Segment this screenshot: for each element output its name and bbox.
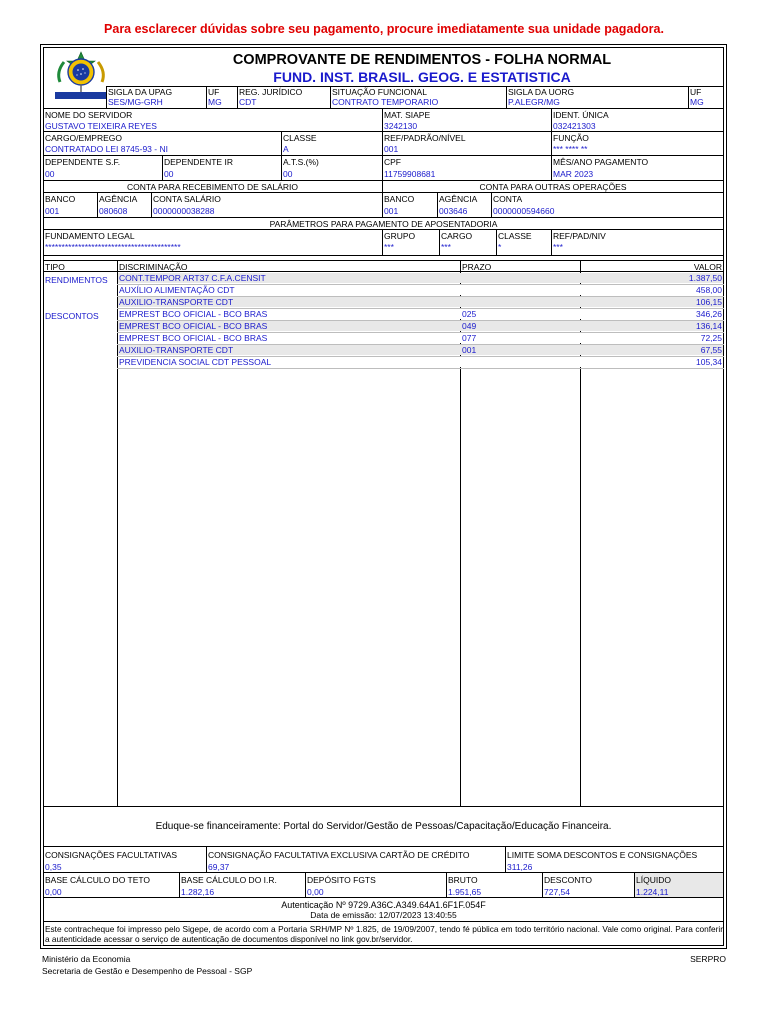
row-prazo: 077 xyxy=(462,333,477,343)
organization-name: FUND. INST. BRASIL. GEOG. E ESTATISTICA xyxy=(273,69,571,85)
reg-juridico-value: CDT xyxy=(239,97,257,107)
row-valor: 67,55 xyxy=(700,345,722,355)
row-prazo: 025 xyxy=(462,309,477,319)
payment-notice: Para esclarecer dúvidas sobre seu pagamento, procure imediatamente sua unidade pagadora. xyxy=(104,22,664,36)
banco2-value: 001 xyxy=(384,206,399,216)
liquido-label: LÍQUIDO xyxy=(636,875,671,885)
apos-cargo-label: CARGO xyxy=(441,231,473,241)
row-valor: 458,00 xyxy=(696,285,722,295)
ref-value: 001 xyxy=(384,144,399,154)
mes-label: MÊS/ANO PAGAMENTO xyxy=(553,157,649,167)
cargo-label: CARGO/EMPREGO xyxy=(45,133,122,143)
col-prazo-header: PRAZO xyxy=(462,262,492,272)
uf2-value: MG xyxy=(690,97,704,107)
base-ir-label: BASE CÁLCULO DO I.R. xyxy=(181,875,277,885)
row-valor: 1.387,50 xyxy=(688,273,722,283)
conta2-value: 0000000594660 xyxy=(493,206,555,216)
consig-cartao-value: 69,37 xyxy=(208,862,230,872)
banco1-value: 001 xyxy=(45,206,60,216)
ident-value: 032421303 xyxy=(553,121,596,131)
base-teto-value: 0,00 xyxy=(45,887,62,897)
conta-salario-label: CONTA SALÁRIO xyxy=(153,194,221,204)
row-discriminacao: EMPREST BCO OFICIAL - BCO BRAS xyxy=(119,309,268,319)
autenticacao: Autenticação Nº 9729.A36C.A349.64A1.6F1F.054F xyxy=(281,900,486,910)
apos-classe-label: CLASSE xyxy=(498,231,532,241)
agencia2-label: AGÊNCIA xyxy=(439,194,478,204)
desconto-label: DESCONTO xyxy=(544,875,593,885)
bruto-label: BRUTO xyxy=(448,875,478,885)
nome-value: GUSTAVO TEIXEIRA REYES xyxy=(45,121,157,131)
classe-value: A xyxy=(283,144,289,154)
col-discriminacao-header: DISCRIMINAÇÃO xyxy=(119,262,188,272)
apos-classe-value: * xyxy=(498,242,502,252)
sigla-upag-value: SES/MG-GRH xyxy=(108,97,163,107)
row-valor: 346,26 xyxy=(696,309,722,319)
tipo-descontos: DESCONTOS xyxy=(45,311,99,321)
limite-value: 311,26 xyxy=(507,862,533,872)
serpro-text: SERPRO xyxy=(690,954,726,964)
dep-ir-value: 00 xyxy=(164,169,174,179)
data-emissao: Data de emissão: 12/07/2023 13:40:55 xyxy=(310,910,457,920)
uf-value: MG xyxy=(208,97,222,107)
col-valor-header: VALOR xyxy=(693,262,722,272)
mat-siape-label: MAT. SIAPE xyxy=(384,110,431,120)
funcao-label: FUNÇÃO xyxy=(553,133,589,143)
col-tipo-header: TIPO xyxy=(45,262,65,272)
conta2-label: CONTA xyxy=(493,194,523,204)
validade-nota: Este contracheque foi impresso pelo Sigepe, de acordo com a Portaria SRH/MP Nº 1.825, de 19/09/2007, tendo fé pública em todo território nacional. Vale como original. Para conferir a autenticidade acessar o serviço de autenticação de documentos disponível no link gov.br/servidor. xyxy=(45,924,723,944)
row-discriminacao: AUXÍLIO ALIMENTAÇÃO CDT xyxy=(119,285,235,295)
agencia1-label: AGÊNCIA xyxy=(99,194,138,204)
base-teto-label: BASE CÁLCULO DO TETO xyxy=(45,875,151,885)
ministerio-text: Ministério da Economia xyxy=(42,954,131,964)
situacao-value: CONTRATO TEMPORARIO xyxy=(332,97,439,107)
apos-cargo-value: *** xyxy=(441,242,451,252)
dep-sf-value: 00 xyxy=(45,169,55,179)
row-valor: 106,15 xyxy=(696,297,722,307)
sigla-uorg-label: SIGLA DA UORG xyxy=(508,87,575,97)
reg-juridico-label: REG. JURÍDICO xyxy=(239,87,303,97)
fundamento-label: FUNDAMENTO LEGAL xyxy=(45,231,135,241)
uf-label: UF xyxy=(208,87,220,97)
consig-cartao-label: CONSIGNAÇÃO FACULTATIVA EXCLUSIVA CARTÃO DE CRÉDITO xyxy=(208,850,470,860)
sigla-uorg-value: P.ALEGR/MG xyxy=(508,97,560,107)
dep-ir-label: DEPENDENTE IR xyxy=(164,157,233,167)
ats-value: 00 xyxy=(283,169,293,179)
row-valor: 72,25 xyxy=(700,333,722,343)
funcao-value: *** **** ** xyxy=(553,144,588,154)
grupo-value: *** xyxy=(384,242,394,252)
conta-salario-title: CONTA PARA RECEBIMENTO DE SALÁRIO xyxy=(127,182,298,192)
row-discriminacao: EMPREST BCO OFICIAL - BCO BRAS xyxy=(119,333,268,343)
row-prazo: 001 xyxy=(462,345,477,355)
conta-outras-title: CONTA PARA OUTRAS OPERAÇÕES xyxy=(479,182,627,192)
refpad-value: *** xyxy=(553,242,563,252)
banco1-label: BANCO xyxy=(45,194,76,204)
secretaria-text: Secretaria de Gestão e Desempenho de Pessoal - SGP xyxy=(42,966,253,976)
cargo-value: CONTRATADO LEI 8745-93 - NI xyxy=(45,144,168,154)
consig-fac-value: 0,35 xyxy=(45,862,62,872)
row-discriminacao: AUXILIO-TRANSPORTE CDT xyxy=(119,345,234,355)
row-discriminacao: EMPREST BCO OFICIAL - BCO BRAS xyxy=(119,321,268,331)
desconto-value: 727,54 xyxy=(544,887,570,897)
mat-siape-value: 3242130 xyxy=(384,121,418,131)
row-discriminacao: AUXILIO-TRANSPORTE CDT xyxy=(119,297,234,307)
ref-label: REF/PADRÃO/NÍVEL xyxy=(384,133,466,143)
ident-label: IDENT. ÚNICA xyxy=(553,110,609,120)
classe-label: CLASSE xyxy=(283,133,317,143)
row-prazo: 049 xyxy=(462,321,477,331)
document-title: COMPROVANTE DE RENDIMENTOS - FOLHA NORMAL xyxy=(232,52,612,68)
sigla-upag-label: SIGLA DA UPAG xyxy=(108,87,173,97)
row-discriminacao: PREVIDENCIA SOCIAL CDT PESSOAL xyxy=(119,357,272,367)
bruto-value: 1.951,65 xyxy=(448,887,482,897)
fundamento-value: ***************************************** xyxy=(45,242,181,252)
dep-sf-label: DEPENDENTE S.F. xyxy=(45,157,121,167)
agencia1-value: 080608 xyxy=(99,206,128,216)
liquido-value: 1.224,11 xyxy=(636,887,669,897)
situacao-label: SITUAÇÃO FUNCIONAL xyxy=(332,87,427,97)
row-discriminacao: CONT.TEMPOR ART37 C.F.A.CENSIT xyxy=(119,273,266,283)
cpf-value: 11759908681 xyxy=(384,169,436,179)
row-valor: 105,34 xyxy=(696,357,722,367)
educacao-financeira-text: Eduque-se financeiramente: Portal do Servidor/Gestão de Pessoas/Capacitação/Educação Financeira. xyxy=(155,821,612,832)
agencia2-value: 003646 xyxy=(439,206,468,216)
ats-label: A.T.S.(%) xyxy=(283,157,319,167)
tipo-rendimentos: RENDIMENTOS xyxy=(45,275,108,285)
fgts-value: 0,00 xyxy=(307,887,324,897)
base-ir-value: 1.282,16 xyxy=(181,887,215,897)
uf2-label: UF xyxy=(690,87,702,97)
banco2-label: BANCO xyxy=(384,194,415,204)
conta-salario-value: 0000000038288 xyxy=(153,206,215,216)
fgts-label: DEPÓSITO FGTS xyxy=(307,875,376,885)
limite-label: LIMITE SOMA DESCONTOS E CONSIGNAÇÕES xyxy=(507,850,698,860)
refpad-label: REF/PAD/NIV xyxy=(553,231,606,241)
row-valor: 136,14 xyxy=(696,321,722,331)
cpf-label: CPF xyxy=(384,157,401,167)
grupo-label: GRUPO xyxy=(384,231,416,241)
consig-fac-label: CONSIGNAÇÕES FACULTATIVAS xyxy=(45,850,178,860)
mes-value: MAR 2023 xyxy=(553,169,594,179)
aposentadoria-title: PARÂMETROS PARA PAGAMENTO DE APOSENTADORIA xyxy=(269,219,498,229)
nome-label: NOME DO SERVIDOR xyxy=(45,110,133,120)
